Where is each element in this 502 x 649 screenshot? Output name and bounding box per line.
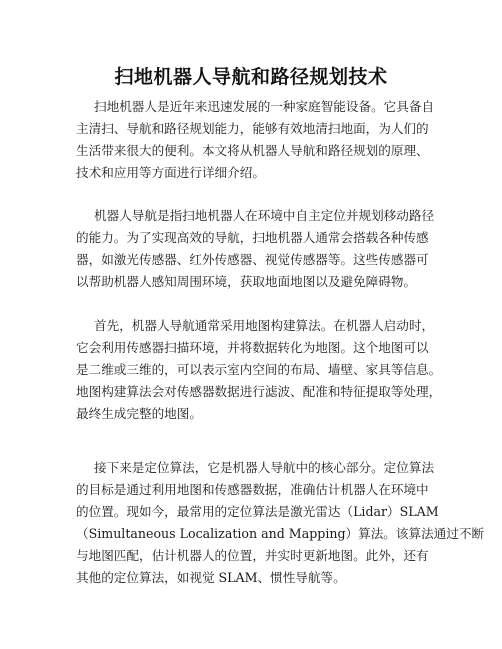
paragraph-line: 首先，机器人导航通常采用地图构建算法。在机器人启动时，	[94, 318, 435, 333]
paragraph-line: 其他的定位算法，如视觉 SLAM、惯性导航等。	[76, 570, 346, 585]
paragraph-line: 机器人导航是指扫地机器人在环境中自主定位并规划移动路径	[94, 208, 435, 223]
paragraph-localization	[76, 457, 485, 589]
paragraph-line: 主清扫、导航和路径规划能力，能够有效地清扫地面，为人们的	[76, 121, 429, 136]
paragraph-line: 器，如激光传感器、红外传感器、视觉传感器等。这些传感器可	[76, 252, 429, 267]
paragraph-line: （Simultaneous Localization and Mapping）算法。该算法通过不断	[76, 526, 485, 541]
paragraph-mapping	[76, 315, 442, 425]
paragraph-line: 的目标是通过利用地图和传感器数据，准确估计机器人在环境中	[76, 482, 429, 497]
paragraph-navigation	[76, 205, 436, 293]
paragraph-line: 技术和应用等方面进行详细介绍。	[76, 165, 265, 180]
paragraph-line: 的位置。现如今，最常用的定位算法是激光雷达（Lidar）SLAM	[76, 504, 439, 519]
paragraph-line: 扫地机器人是近年来迅速发展的一种家庭智能设备。它具备自	[94, 99, 435, 114]
paragraph-intro	[76, 96, 436, 184]
paragraph-line: 以帮助机器人感知周围环境，获取地面地图以及避免障碍物。	[76, 274, 417, 289]
paragraph-line: 接下来是定位算法，它是机器人导航中的核心部分。定位算法	[94, 460, 435, 475]
paragraph-line: 地图构建算法会对传感器数据进行滤波、配准和特征提取等处理，	[76, 384, 442, 399]
paragraph-line: 生活带来很大的便利。本文将从机器人导航和路径规划的原理、	[76, 143, 429, 158]
paragraph-line: 它会利用传感器扫描环境，并将数据转化为地图。这个地图可以	[76, 340, 429, 355]
paragraph-line: 最终生成完整的地图。	[76, 406, 202, 421]
document-title: 扫地机器人导航和路径规划技术	[114, 66, 388, 88]
paragraph-line: 是二维或三维的，可以表示室内空间的布局、墙壁、家具等信息。	[76, 362, 442, 377]
paragraph-line: 的能力。为了实现高效的导航，扫地机器人通常会搭载各种传感	[76, 230, 429, 245]
paragraph-line: 与地图匹配，估计机器人的位置，并实时更新地图。此外，还有	[76, 548, 429, 563]
